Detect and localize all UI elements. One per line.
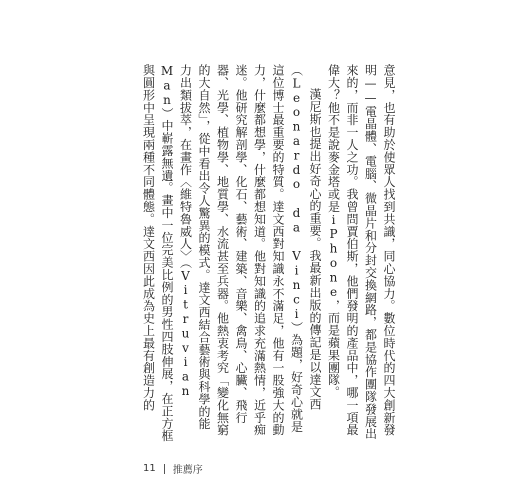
paragraph-2: 漢尼斯也提出好奇心的重要。我最新出版的傳記是以達文西（Leonardo da Vinci）為題，好奇心就是這位博士最重要的特質。達文西對知識永不滿足，他有一股強大的動力，什麼都想學，什麼都想知道。他對知識的追求充滿熱情，近乎痴迷。他研究解剖學、化石、藝術、建築、音樂、禽鳥、心臟、飛行器、光學、植物學、地質學、水流甚至兵器。他熱衷考究「變化無窮的大自然」，從中看出令人驚異的模式。達文西結合藝術與科學的能力出類拔萃，在畫作〈維特魯威人〉（Vitruvian Man）中嶄露無遺。畫中一位完美比例的男性四肢伸展，在正方框與圓形中呈現兩種不同體態。達文西因此成為史上最有創造力的: [141, 64, 322, 442]
section-title: 推薦序: [172, 465, 203, 476]
page-number: 11: [143, 463, 156, 474]
paragraph-1: 意見，也有助於使眾人找到共識，同心協力。數位時代的四大創新發明——電晶體、電腦、微晶片和分封交換網路，都是協作團隊發展出來的，而非一人之功。我曾問賈伯斯，他們發明的產品中，哪一項最偉大？他不是說麥金塔或是iPhone，而是蘋果團隊。: [326, 64, 396, 440]
page-footer: [143, 461, 203, 476]
footer-divider: [164, 464, 165, 474]
vertical-text-body: [130, 64, 398, 442]
